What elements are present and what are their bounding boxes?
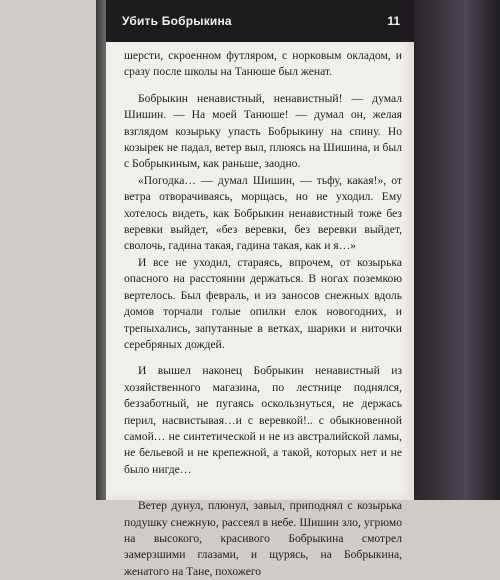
page-number: 11 xyxy=(387,14,400,28)
running-head xyxy=(106,0,414,42)
body-text xyxy=(124,48,402,580)
paragraph: И вышел наконец Бобрыкин ненавистный из хозяйственного магазина, по лестнице поднялся, беззаботный, не пугаясь оскользнуться, не держась перил, насвистывая…и с веревкой!.. с обыкновенной самой… не синтетической и не из австралийской ламы, не бельевой и не крепежной, а такой, которых нет и не было нигде… xyxy=(124,364,402,476)
paragraph: Бобрыкин ненавистный, ненавистный! — думал Шишин. — На моей Танюше! — думал он, желая взглядом козырьку упасть Бобрыкину на спину. Но козырек не падал, ветер выл, плюясь на Шишина, и был с Бобрыкиным, как раньше, заодно. xyxy=(124,91,402,171)
book-page xyxy=(106,0,414,578)
book-left-edge xyxy=(96,0,106,500)
book-cover-edge xyxy=(414,0,500,500)
paragraph: Ветер дунул, плюнул, завыл, приподнял с козырька подушку снежную, рассеял в небе. Шишин зло, угрюмо на высокого, красивого Бобрыкина смотрел замерзшими глазами, и щурясь, на Бобрыкина, женатого на Тане, похожего xyxy=(124,499,402,578)
chapter-title: Убить Бобрыкина xyxy=(122,14,232,28)
paragraph: «Погодка… — думал Шишин, — тьфу, какая!», от ветра отворачиваясь, морщась, но не уходил. Ему хотелось видеть, как Бобрыкин ненавистный тоже без веревки выйдет, «без веревки, без веревки выйдет, сволочь, гадина такая, гадина такая, как и я…» xyxy=(124,173,402,253)
paragraph: шерсти, скроенном футляром, с норковым окладом, и сразу после школы на Танюше был женат. xyxy=(124,49,402,79)
paragraph: И все не уходил, стараясь, впрочем, от козырька опасного на расстоянии держаться. В ногах поземкою вертелось. Был февраль, и из заносов снежных вдоль домов торчали голые опилки елок новогодних, и трепыхались, запутанные в ветках, шарики и ниточки серебряных дождей. xyxy=(124,255,402,351)
